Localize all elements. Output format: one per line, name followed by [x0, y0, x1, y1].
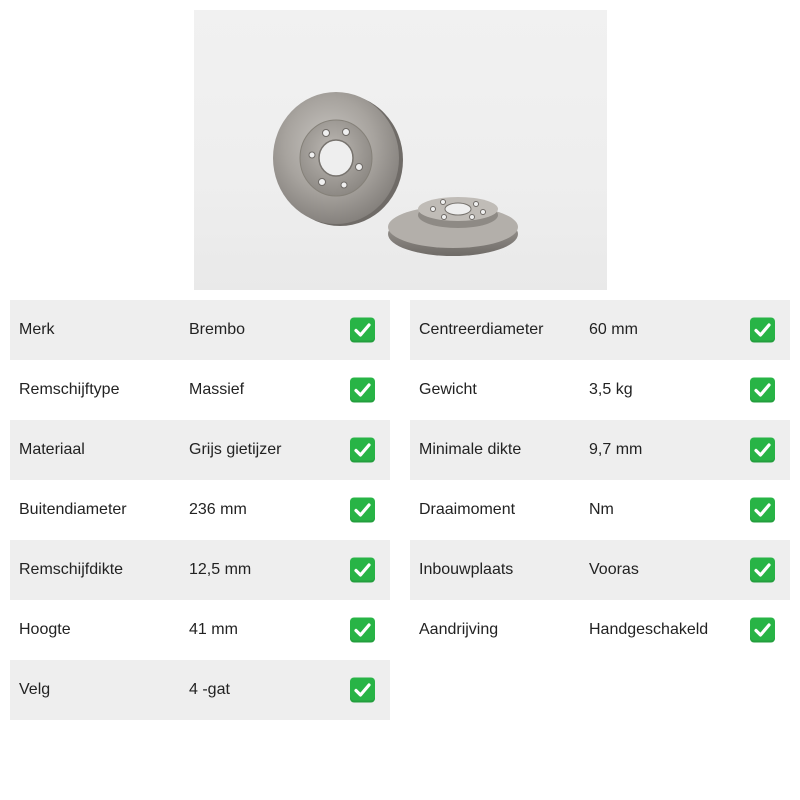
spec-row [410, 540, 790, 600]
spec-label: Gewicht [419, 381, 477, 398]
check-mark-icon [750, 378, 775, 403]
check-mark-icon [350, 438, 375, 463]
spec-row [410, 360, 790, 420]
spec-row [10, 540, 390, 600]
check-mark-icon [750, 498, 775, 523]
spec-row [410, 300, 790, 360]
spec-row [10, 300, 390, 360]
spec-label: Velg [19, 681, 51, 698]
spec-table-left [10, 300, 390, 720]
spec-label: Hoogte [19, 621, 71, 638]
spec-value: Handgeschakeld [589, 621, 709, 638]
spec-row [410, 480, 790, 540]
check-mark-icon [350, 378, 375, 403]
product-image [194, 10, 607, 290]
check-mark-icon [350, 558, 375, 583]
spec-row [10, 420, 390, 480]
spec-value: 236 mm [189, 501, 247, 518]
check-mark-icon [350, 678, 375, 703]
spec-label: Materiaal [19, 441, 85, 458]
spec-label: Buitendiameter [19, 501, 127, 518]
spec-row [10, 360, 390, 420]
spec-value: Nm [589, 501, 614, 518]
spec-label: Remschijftype [19, 381, 120, 398]
check-mark-icon [750, 558, 775, 583]
check-mark-icon [750, 618, 775, 643]
spec-row [410, 420, 790, 480]
spec-label: Centreerdiameter [419, 321, 544, 338]
spec-value: Massief [189, 381, 245, 398]
spec-label: Inbouwplaats [419, 561, 514, 578]
spec-row [410, 600, 790, 660]
spec-value: 9,7 mm [589, 441, 643, 458]
spec-value: 4 -gat [189, 681, 230, 698]
spec-value: 60 mm [589, 321, 638, 338]
spec-value: Grijs gietijzer [189, 441, 282, 458]
spec-label: Merk [19, 321, 55, 338]
check-mark-icon [350, 318, 375, 343]
check-mark-icon [350, 618, 375, 643]
spec-row [10, 600, 390, 660]
spec-value: Brembo [189, 321, 246, 338]
check-mark-icon [350, 498, 375, 523]
spec-row [10, 660, 390, 720]
brake-disc-icon [194, 10, 607, 290]
spec-label: Draaimoment [419, 501, 516, 518]
spec-label: Minimale dikte [419, 441, 522, 458]
spec-table-right [410, 300, 790, 660]
check-mark-icon [750, 438, 775, 463]
spec-label: Remschijfdikte [19, 561, 124, 578]
spec-value: 3,5 kg [589, 381, 633, 398]
spec-value: 41 mm [189, 621, 238, 638]
spec-label: Aandrijving [419, 621, 499, 638]
spec-row [10, 480, 390, 540]
spec-value: Vooras [589, 561, 639, 578]
check-mark-icon [750, 318, 775, 343]
spec-value: 12,5 mm [189, 561, 252, 578]
